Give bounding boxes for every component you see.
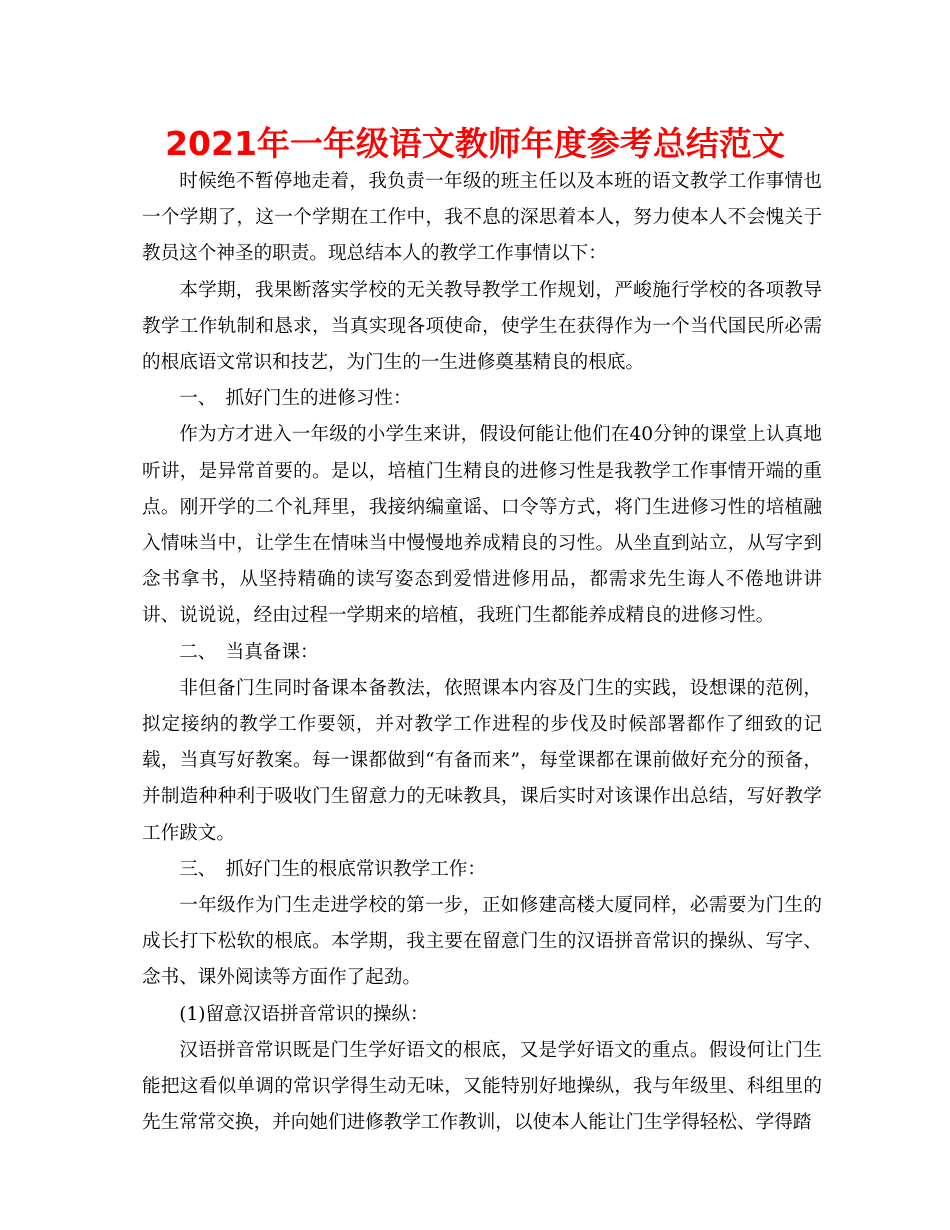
document-body — [142, 164, 822, 1141]
paragraph-lesson-prep: 非但备门生同时备课本备教法，依照课本内容及门生的实践，设想课的范例，拟定接纳的教学工作要领，并对教学工作进程的步伐及时候部署都作了细致的记载，当真写好教案。每一课都做到“有备而来”，每堂课都在课前做好充分的预备，并制造种种利于吸收门生留意力的无味教具，课后实时对该课作出总结，写好教学工作跋文。 — [142, 677, 822, 844]
paragraph-intro: 时候绝不暂停地走着，我负责一年级的班主任以及本班的语文教学工作事情也一个学期了，这一个学期在工作中，我不息的深思着本人，努力使本人不会愧关于教员这个神圣的职责。现总结本人的教学工作事情以下： — [142, 171, 822, 265]
section-heading-basic-knowledge: 三、 抓好门生的根底常识教学工作： — [179, 858, 486, 880]
paragraph-basic-knowledge: 一年级作为门生走进学校的第一步，正如修建高楼大厦同样，必需要为门生的成长打下松软的根底。本学期，我主要在留意门生的汉语拼音常识的操纵、写字、念书、课外阅读等方面作了起劲。 — [142, 895, 822, 989]
paragraph-study-habits: 作为方才进入一年级的小学生来讲，假设何能让他们在40分钟的课堂上认真地听讲，是异常首要的。是以，培植门生精良的进修习性是我教学工作事情开端的重点。刚开学的二个礼拜里，我接纳编童谣、口令等方式，将门生进修习性的培植融入情味当中，让学生在情味当中慢慢地养成精良的习性。从坐直到站立，从写字到念书拿书，从坚持精确的读写姿态到爱惜进修用品，都需求先生诲人不倦地讲讲讲、说说说，经由过程一学期来的培植，我班门生都能养成精良的进修习性。 — [142, 424, 822, 627]
subsection-heading-pinyin: (1)留意汉语拼音常识的操纵： — [179, 1003, 429, 1025]
document-title: 2021年一年级语文教师年度参考总结范文 — [165, 124, 785, 163]
paragraph-semester-plan: 本学期，我果断落实学校的无关教导教学工作规划，严峻施行学校的各项教导教学工作轨制和恳求，当真实现各项使命，使学生在获得作为一个当代国民所必需的根底语文常识和技艺，为门生的一生进修奠基精良的根底。 — [142, 279, 822, 374]
section-heading-lesson-prep: 二、 当真备课： — [179, 641, 319, 663]
section-heading-study-habits: 一、 抓好门生的进修习性： — [179, 388, 412, 410]
paragraph-pinyin: 汉语拼音常识既是门生学好语文的根底，又是学好语文的重点。假设何让门生能把这看似单调的常识学得生动无味，又能特别好地操纵，我与年级里、科组里的先生常常交换，并向她们进修教学工作教训，以使本人能让门生学得轻松、学得踏 — [142, 1039, 822, 1134]
